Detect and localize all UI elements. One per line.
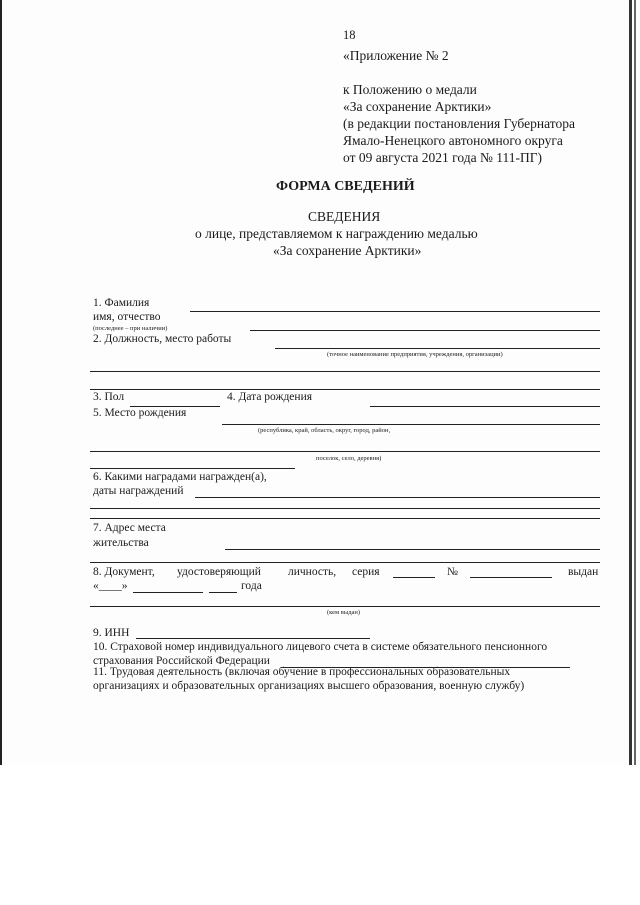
document-label-word: удостоверяющий [177, 566, 261, 578]
snils-label-2: страхования Российской Федерации [93, 655, 270, 667]
address-field-line2[interactable] [90, 562, 600, 563]
birth-place-field-line3[interactable] [90, 468, 295, 469]
scan-edge-right [629, 0, 632, 765]
document-issued-by-hint: (кем выдан) [327, 609, 361, 616]
document-date-month-field[interactable] [133, 592, 203, 593]
awards-field[interactable] [195, 497, 600, 498]
document-series-field[interactable] [393, 577, 435, 578]
document-label: 8. Документ, [93, 566, 155, 578]
document-date-year-field[interactable] [209, 592, 237, 593]
document-date-day: «____» [93, 580, 128, 592]
form-subheading: о лице, представляемом к награждению медалью [195, 226, 478, 241]
blank-area [0, 765, 640, 905]
birth-place-label: 5. Место рождения [93, 407, 187, 419]
labor-activity-label-2: организациях и образовательных организациях высшего образования, военную службу) [93, 680, 525, 692]
surname-field[interactable] [190, 311, 600, 312]
awards-dates-label: даты награждений [93, 485, 184, 497]
name-patronymic-field[interactable] [250, 330, 600, 331]
position-hint: (точное наименование предприятия, учреждения, организации) [327, 351, 503, 358]
document-year-label: года [241, 580, 262, 592]
awards-field-line3[interactable] [90, 518, 600, 519]
regulation-line: Ямало-Ненецкого автономного округа [343, 133, 563, 148]
document-issued-label: выдан [568, 566, 599, 578]
position-field-line2[interactable] [90, 371, 600, 372]
birth-place-hint-2: поселок, село, деревня) [316, 455, 382, 462]
page-number: 18 [343, 28, 356, 42]
document-series-label: серия [352, 566, 380, 578]
form-heading: СВЕДЕНИЯ [308, 209, 381, 224]
gender-label: 3. Пол [93, 391, 125, 403]
awards-label: 6. Какими наградами награжден(а), [93, 471, 267, 483]
birth-place-hint: (республика, край, область, округ, город, район, [258, 427, 391, 434]
address-field[interactable] [225, 549, 600, 550]
form-title: ФОРМА СВЕДЕНИЙ [276, 179, 415, 194]
document-number-field[interactable] [470, 577, 552, 578]
surname-label: 1. Фамилия [93, 297, 150, 309]
appendix-title: «Приложение № 2 [343, 48, 449, 63]
snils-label: 10. Страховой номер индивидуального лицевого счета в системе обязательного пенсионного [93, 641, 548, 653]
document-label-word: личность, [288, 566, 337, 578]
regulation-line: от 09 августа 2021 года № 111-ПГ) [343, 150, 543, 165]
scan-edge-right-shadow [634, 0, 636, 765]
regulation-line: (в редакции постановления Губернатора [343, 116, 575, 131]
position-field[interactable] [275, 348, 600, 349]
patronymic-hint: (последнее – при наличии) [93, 325, 168, 332]
form-subheading: «За сохранение Арктики» [273, 243, 422, 258]
awards-field-line2[interactable] [90, 508, 600, 509]
birth-date-label: 4. Дата рождения [227, 391, 313, 403]
position-label: 2. Должность, место работы [93, 333, 232, 345]
birth-date-field[interactable] [370, 406, 600, 407]
position-field-line3[interactable] [90, 389, 600, 390]
birth-place-field-line2[interactable] [90, 451, 600, 452]
birth-place-field[interactable] [222, 424, 600, 425]
inn-field[interactable] [136, 638, 370, 639]
document-issued-by-field[interactable] [90, 606, 600, 607]
regulation-line: «За сохранение Арктики» [343, 99, 492, 114]
document-number-label: № [447, 566, 458, 578]
address-label-2: жительства [93, 537, 149, 549]
name-patronymic-label: имя, отчество [93, 311, 161, 323]
scan-edge-left [0, 0, 2, 765]
inn-label: 9. ИНН [93, 627, 130, 639]
address-label: 7. Адрес места [93, 522, 166, 534]
regulation-line: к Положению о медали [343, 82, 477, 97]
labor-activity-label: 11. Трудовая деятельность (включая обучение в профессиональных образовательных [93, 666, 511, 678]
